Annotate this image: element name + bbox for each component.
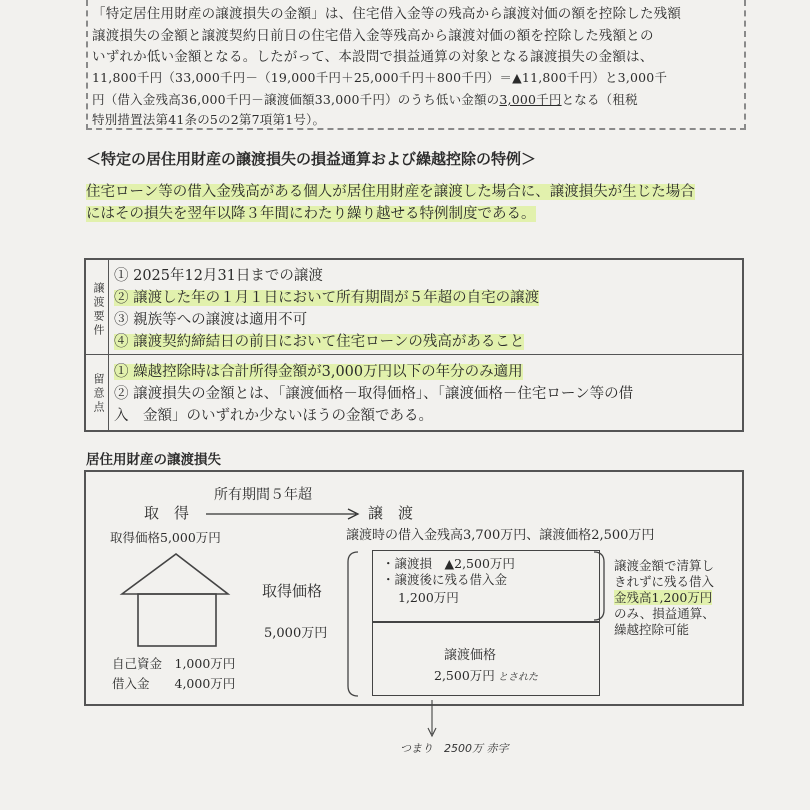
explanation-line-5-end: となる（租税 [561, 92, 638, 107]
own-funds: 自己資金 1,000万円 [112, 656, 236, 671]
intro-text-2: にはその損失を翌年以降３年間にわたり繰り越せる特例制度である。 [86, 206, 536, 222]
underlined-amount: 3,000千円 [499, 92, 562, 107]
intro-line-2 [86, 202, 536, 223]
note-line-3-text: 金残高1,200万円 [614, 590, 713, 605]
period-label: 所有期間５年超 [214, 487, 312, 503]
requirement-item-1: ① 2025年12月31日までの譲渡 [114, 268, 323, 284]
sale-label: 譲渡価格 [444, 648, 497, 663]
requirements-table [84, 258, 744, 432]
remaining-loan-value: 1,200万円 [398, 590, 459, 605]
explanation-line-5-text: 円（借入金残高36,000千円－譲渡価額33,000千円）のうち低い金額の [92, 92, 500, 107]
transfer-label: 譲 渡 [368, 504, 414, 522]
note-item-2: ② 譲渡損失の金額とは、「譲渡価格－取得価格」、「譲渡価格－住宅ローン等の借 [114, 386, 634, 402]
requirement-item-3: ③ 親族等への譲渡は適用不可 [114, 312, 308, 328]
handwritten-note-1: とされた [498, 672, 538, 683]
period-arrow [206, 508, 366, 520]
acquire-price: 取得価格5,000万円 [110, 530, 221, 545]
requirement-item-2 [114, 286, 539, 307]
handwritten-arrow [426, 700, 438, 740]
requirement-item-2-text: ② 譲渡した年の１月１日において所有期間が５年超の自宅の譲渡 [114, 290, 540, 306]
explanation-line-5 [92, 90, 638, 108]
table-horizontal-divider [86, 354, 742, 355]
handwritten-note-2: つまり 2500万 赤字 [400, 742, 509, 755]
cost-value: 5,000万円 [264, 626, 328, 641]
loss-line: ・譲渡損 ▲2,500万円 [382, 556, 515, 571]
section-title: ＜特定の居住用財産の譲渡損失の損益通算および繰越控除の特例＞ [86, 150, 537, 168]
requirement-item-4 [114, 330, 524, 351]
table-vertical-divider [108, 260, 109, 430]
sale-value: 2,500万円 [434, 668, 495, 683]
explanation-line-2: 譲渡損失の金額と譲渡契約日前日の住宅借入金等残高から譲渡対価の額を控除した残額との [92, 28, 654, 44]
explanation-line-6: 特別措置法第41条の5の2第7項第1号）。 [92, 112, 326, 127]
side-label-requirements: 譲渡要件 [92, 282, 105, 338]
note-line-5: 繰越控除可能 [614, 622, 690, 637]
requirement-item-4-text: ④ 譲渡契約締結日の前日において住宅ローンの残高があること [114, 334, 525, 350]
note-line-2: きれずに残る借入 [614, 574, 715, 589]
intro-line-1 [86, 180, 695, 201]
diagram-box [84, 470, 744, 706]
explanation-line-3: いずれか低い金額となる。したがって、本設問で損益通算の対象となる譲渡損失の金額は、 [92, 49, 654, 65]
note-item-1-text: ① 繰越控除時は合計所得金額が3,000万円以下の年分のみ適用 [114, 364, 523, 380]
note-line-1: 譲渡金額で清算し [614, 558, 715, 573]
note-item-1 [114, 360, 523, 381]
diagram-title: 居住用財産の譲渡損失 [86, 452, 221, 468]
explanation-line-4: 11,800千円（33,000千円－（19,000千円＋25,000千円＋800千円）＝▲11,800千円）と3,000千 [92, 70, 668, 85]
explanation-line-1: 「特定居住用財産の譲渡損失の金額」は、住宅借入金等の残高から譲渡対価の額を控除した残額 [92, 6, 682, 22]
note-line-4: のみ、損益通算、 [614, 606, 715, 621]
cost-label: 取得価格 [262, 582, 323, 600]
note-item-2-cont: 入 金額」のいずれか少ないほうの金額である。 [114, 408, 433, 424]
side-label-notes: 留意点 [92, 373, 105, 415]
remaining-loan-line: ・譲渡後に残る借入金 [382, 572, 508, 587]
transfer-info: 譲渡時の借入金残高3,700万円、譲渡価格2,500万円 [346, 528, 655, 543]
intro-text-1: 住宅ローン等の借入金残高がある個人が居住用財産を譲渡した場合に、譲渡損失が生じた場合 [86, 184, 695, 200]
house-icon [116, 550, 236, 650]
acquire-label: 取 得 [144, 504, 190, 522]
loan-amount: 借入金 4,000万円 [112, 676, 236, 691]
